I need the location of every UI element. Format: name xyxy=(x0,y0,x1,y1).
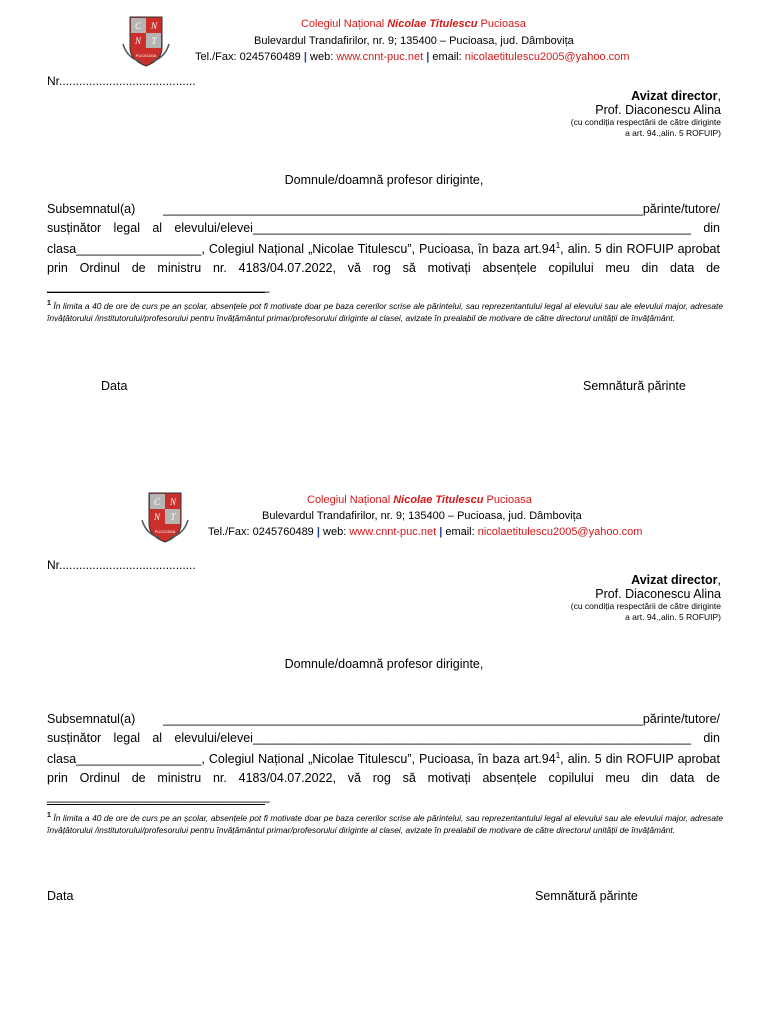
email-link[interactable]: nicolaetitulescu2005@yahoo.com xyxy=(464,51,630,63)
salutation: Domnule/doamnă profesor diriginte, xyxy=(284,173,484,187)
logo-letter: N xyxy=(169,497,177,507)
director-approval: Avizat director, Prof. Diaconescu Alina (cu condiția respectării de către diriginte a art. 94.,alin. 5 ROFUIP) xyxy=(570,89,721,138)
date-field[interactable]: ________________________________ xyxy=(47,279,270,294)
registration-number: Nr......................................... xyxy=(47,558,196,572)
body-line: clasa__________________, Colegiul Național „Nicolae Titulescu”, Pucioasa, în baza $art.94^1$, alin. 5 din ROFUIP aprobat xyxy=(47,241,720,257)
body-line: susținător legal al elevului/elevei_______________________________________________________________ din xyxy=(47,220,720,235)
website-link[interactable]: www.cnnt-puc.net xyxy=(336,51,424,63)
logo-letter: N xyxy=(153,512,161,522)
footnote: $^1$ În limita a 40 de ore de curs pe an școlar, absențele pot fi motivate doar pe baza cererilor scrise ale părintelui, sau reprezentantului legal al elevului sau ale elevului major, adresate învățătorului /institutorului/profesorului pentru învățământul primar/profesorului diriginte al clasei, avizate în prealabil de motivare de către directorul unității de învățământ. xyxy=(47,300,723,324)
parent-name-field[interactable]: _____________________________________________________________________ xyxy=(163,712,643,726)
registration-number: Nr......................................... xyxy=(47,74,196,88)
school-logo xyxy=(140,490,190,544)
body-line: Subsemnatul(a) _____________________________________________________________________părinte/tutore/ xyxy=(47,202,720,216)
school-address: Bulevardul Trandafirilor, nr. 9; 135400 – Pucioasa, jud. Dâmbovița xyxy=(254,35,574,47)
salutation: Domnule/doamnă profesor diriginte, xyxy=(284,657,484,671)
school-contact: Tel./Fax: 0245760489 | web: www.cnnt-puc.net | email: nicolaetitulescu2005@yahoo.com xyxy=(195,51,630,63)
director-name: Prof. Diaconescu Alina xyxy=(595,103,721,117)
parent-signature-label: Semnătură părinte xyxy=(535,889,638,903)
school-title: Colegiul Național Nicolae Titulescu Pucioasa xyxy=(301,18,526,30)
body-line: clasa__________________, Colegiul Național „Nicolae Titulescu”, Pucioasa, în baza $art.94^1$, alin. 5 din ROFUIP aprobat xyxy=(47,751,720,767)
student-name-field[interactable]: _______________________________________________________________ xyxy=(252,730,691,745)
parent-signature-label: Semnătură părinte xyxy=(583,379,686,393)
school-title: Colegiul Național Nicolae Titulescu Pucioasa xyxy=(307,494,532,506)
body-line: prin Ordinul de ministru nr. 4183/04.07.2022, vă rog să motivați absențele copilului meu din data de xyxy=(47,770,720,785)
body-line: susținător legal al elevului/elevei_______________________________________________________________ din xyxy=(47,730,720,745)
approval-note: (cu condiția respectării de către diriginte xyxy=(570,117,721,127)
date-field[interactable]: ________________________________ xyxy=(47,789,270,804)
logo-letter: C xyxy=(153,497,161,507)
logo-letter: N xyxy=(134,36,142,46)
director-name: Prof. Diaconescu Alina xyxy=(595,587,721,601)
logo-caption: PUCIOASA xyxy=(135,53,157,58)
school-contact: Tel./Fax: 0245760489 | web: www.cnnt-puc.net | email: nicolaetitulescu2005@yahoo.com xyxy=(208,526,643,538)
body-line: Subsemnatul(a) _____________________________________________________________________părinte/tutore/ xyxy=(47,712,720,726)
approval-note: a art. 94.,alin. 5 ROFUIP) xyxy=(625,128,721,138)
student-name-field[interactable]: _______________________________________________________________ xyxy=(252,220,691,235)
approval-note: (cu condiția respectării de către diriginte xyxy=(570,601,721,611)
logo-caption: PUCIOASA xyxy=(154,529,176,534)
request-body xyxy=(47,710,720,806)
school-address: Bulevardul Trandafirilor, nr. 9; 135400 – Pucioasa, jud. Dâmbovița xyxy=(262,510,582,522)
parent-name-field[interactable]: _____________________________________________________________________ xyxy=(163,202,643,216)
footnote: $^1$ În limita a 40 de ore de curs pe an școlar, absențele pot fi motivate doar pe baza cererilor scrise ale părintelui, sau reprezentantului legal al elevului sau ale elevului major, adresate învățătorului /institutorului/profesorului pentru învățământul primar/profesorului diriginte al clasei, avizate în prealabil de motivare de către directorul unității de învățământ. xyxy=(47,812,723,836)
logo-letter: N xyxy=(150,21,158,31)
date-label: Data xyxy=(101,379,128,393)
logo-letter: T xyxy=(151,36,157,46)
email-link[interactable]: nicolaetitulescu2005@yahoo.com xyxy=(477,526,643,538)
director-approval: Avizat director, Prof. Diaconescu Alina (cu condiția respectării de către diriginte a art. 94.,alin. 5 ROFUIP) xyxy=(570,573,721,622)
footnote-separator xyxy=(47,804,265,805)
website-link[interactable]: www.cnnt-puc.net xyxy=(349,526,437,538)
logo-letter: C xyxy=(134,21,142,31)
date-label: Data xyxy=(47,889,74,903)
logo-letter: T xyxy=(170,512,176,522)
approval-note: a art. 94.,alin. 5 ROFUIP) xyxy=(625,612,721,622)
body-line: prin Ordinul de ministru nr. 4183/04.07.2022, vă rog să motivați absențele copilului meu din data de xyxy=(47,260,720,275)
